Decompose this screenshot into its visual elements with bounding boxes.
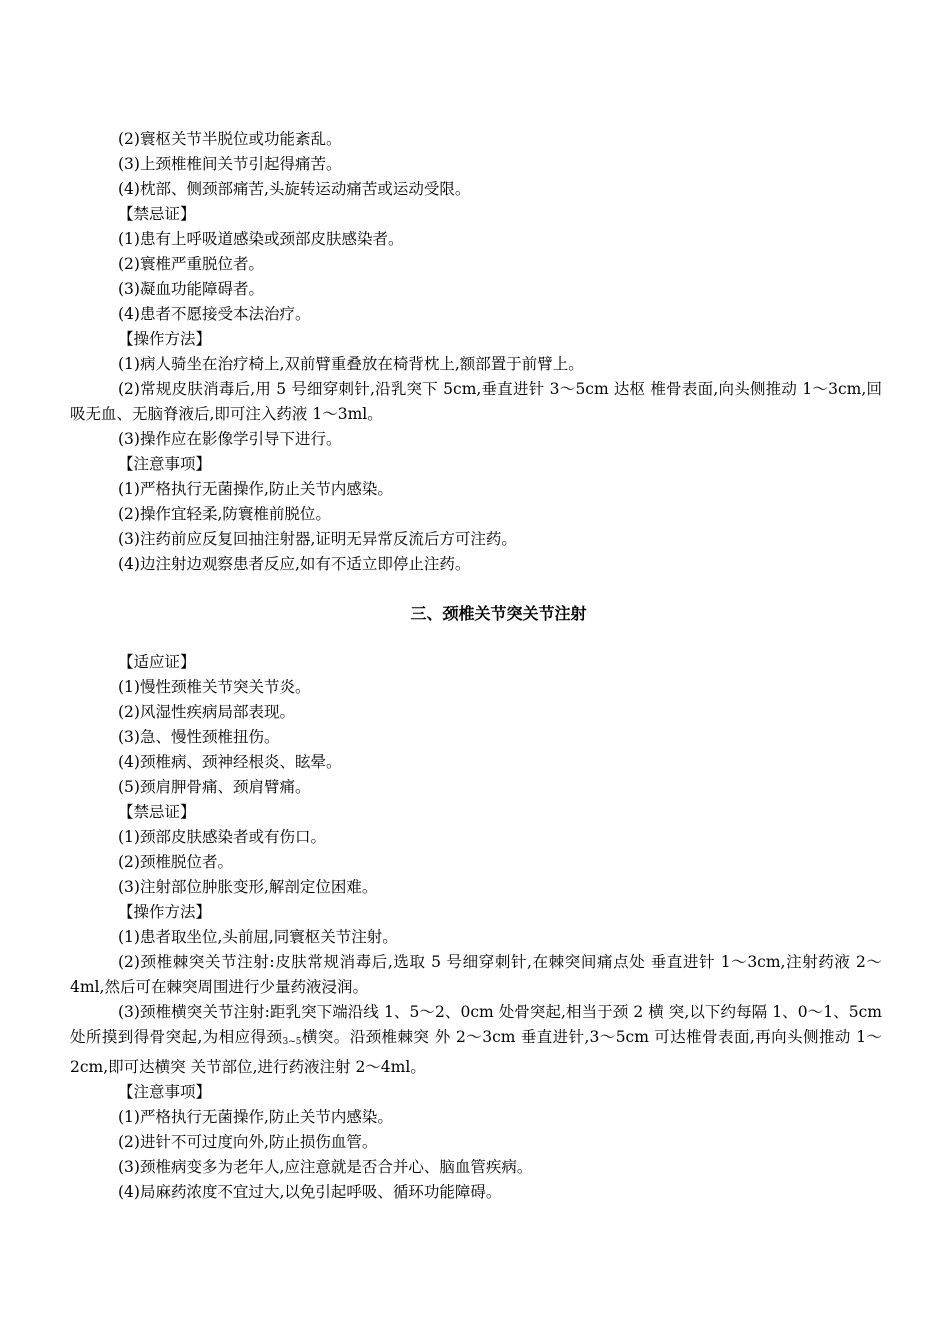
s3-contraindication-heading: 【禁忌证】 xyxy=(118,803,196,821)
notes-item-2: (2)操作宜轻柔,防寰椎前脱位。 xyxy=(118,505,331,523)
s3-indication-item-5: (5)颈肩胛骨痛、颈肩臂痛。 xyxy=(118,778,311,796)
method-item-3: (3)操作应在影像学引导下进行。 xyxy=(118,430,342,448)
page-content xyxy=(70,127,882,1205)
contraindication-item-1: (1)患有上呼吸道感染或颈部皮肤感染者。 xyxy=(118,230,404,248)
s3-indication-item-3: (3)急、慢性颈椎扭伤。 xyxy=(118,728,280,746)
method-item-1: (1)病人骑坐在治疗椅上,双前臂重叠放在椅背枕上,额部置于前臂上。 xyxy=(118,355,584,373)
s3-notes-item-1: (1)严格执行无菌操作,防止关节内感染。 xyxy=(118,1108,393,1126)
s3-method-item-1: (1)患者取坐位,头前屈,同寰枢关节注射。 xyxy=(118,928,398,946)
contraindication-item-3: (3)凝血功能障碍者。 xyxy=(118,280,264,298)
s3-contraindication-item-3: (3)注射部位肿胀变形,解剖定位困难。 xyxy=(118,878,378,896)
indication-item-2: (2)寰枢关节半脱位或功能紊乱。 xyxy=(118,130,342,148)
method-heading: 【操作方法】 xyxy=(118,330,212,348)
indication-item-3: (3)上颈椎椎间关节引起得痛苦。 xyxy=(118,155,342,173)
s3-method-item-2: (2)颈椎棘突关节注射:皮肤常规消毒后,选取 5 号细穿刺针,在棘突间痛点处 垂直进针 1～3cm,注射药液 2～4ml,然后可在棘突周围进行少量药液浸润。 xyxy=(70,953,882,996)
s3-contraindication-item-2: (2)颈椎脱位者。 xyxy=(118,853,233,871)
s3-method-item-3-text-b: 横突。沿颈椎棘突 外 2～3cm 垂直进针,3～5cm 可达椎骨表面,再向头侧推动 1～2cm,即可达横突 关节部位,进行药液注射 2～4ml。 xyxy=(70,1028,882,1076)
s3-method-heading: 【操作方法】 xyxy=(118,903,212,921)
contraindication-heading: 【禁忌证】 xyxy=(118,205,196,223)
s3-indication-item-4: (4)颈椎病、颈神经根炎、眩晕。 xyxy=(118,753,342,771)
notes-item-3: (3)注药前应反复回抽注射器,证明无异常反流后方可注药。 xyxy=(118,530,517,548)
method-item-2: (2)常规皮肤消毒后,用 5 号细穿刺针,沿乳突下 5cm,垂直进针 3～5cm 达枢 椎骨表面,向头侧推动 1～3cm,回吸无血、无脑脊液后,即可注入药液 1～3ml。 xyxy=(70,380,882,423)
s3-contraindication-item-1: (1)颈部皮肤感染者或有伤口。 xyxy=(118,828,326,846)
s3-notes-heading: 【注意事项】 xyxy=(118,1083,212,1101)
notes-item-4: (4)边注射边观察患者反应,如有不适立即停止注药。 xyxy=(118,555,471,573)
s3-notes-item-4: (4)局麻药浓度不宜过大,以免引起呼吸、循环功能障碍。 xyxy=(118,1183,502,1201)
contraindication-item-4: (4)患者不愿接受本法治疗。 xyxy=(118,305,311,323)
section-title: 三、颈椎关节突关节注射 xyxy=(410,604,587,623)
s3-method-item-3-text-a: (3)颈椎横突关节注射:距乳突下端沿线 1、5～2、0cm 处骨突起,相当于颈 2 横 突,以下约每隔 1、0～1、5cm 处所摸到得骨突起,为相应得颈 xyxy=(70,1003,882,1046)
indication-item-4: (4)枕部、侧颈部痛苦,头旋转运动痛苦或运动受限。 xyxy=(118,180,471,198)
notes-heading: 【注意事项】 xyxy=(118,455,212,473)
s3-notes-item-3: (3)颈椎病变多为老年人,应注意就是否合并心、脑血管疾病。 xyxy=(118,1158,533,1176)
notes-item-1: (1)严格执行无菌操作,防止关节内感染。 xyxy=(118,480,393,498)
s3-method-item-3-subscript: 3~5 xyxy=(282,1037,302,1047)
s3-notes-item-2: (2)进针不可过度向外,防止损伤血管。 xyxy=(118,1133,378,1151)
s3-method-item-3 xyxy=(70,1000,882,1080)
s3-indication-heading: 【适应证】 xyxy=(118,653,196,671)
contraindication-item-2: (2)寰椎严重脱位者。 xyxy=(118,255,264,273)
s3-indication-item-1: (1)慢性颈椎关节突关节炎。 xyxy=(118,678,311,696)
s3-indication-item-2: (2)风湿性疾病局部表现。 xyxy=(118,703,295,721)
